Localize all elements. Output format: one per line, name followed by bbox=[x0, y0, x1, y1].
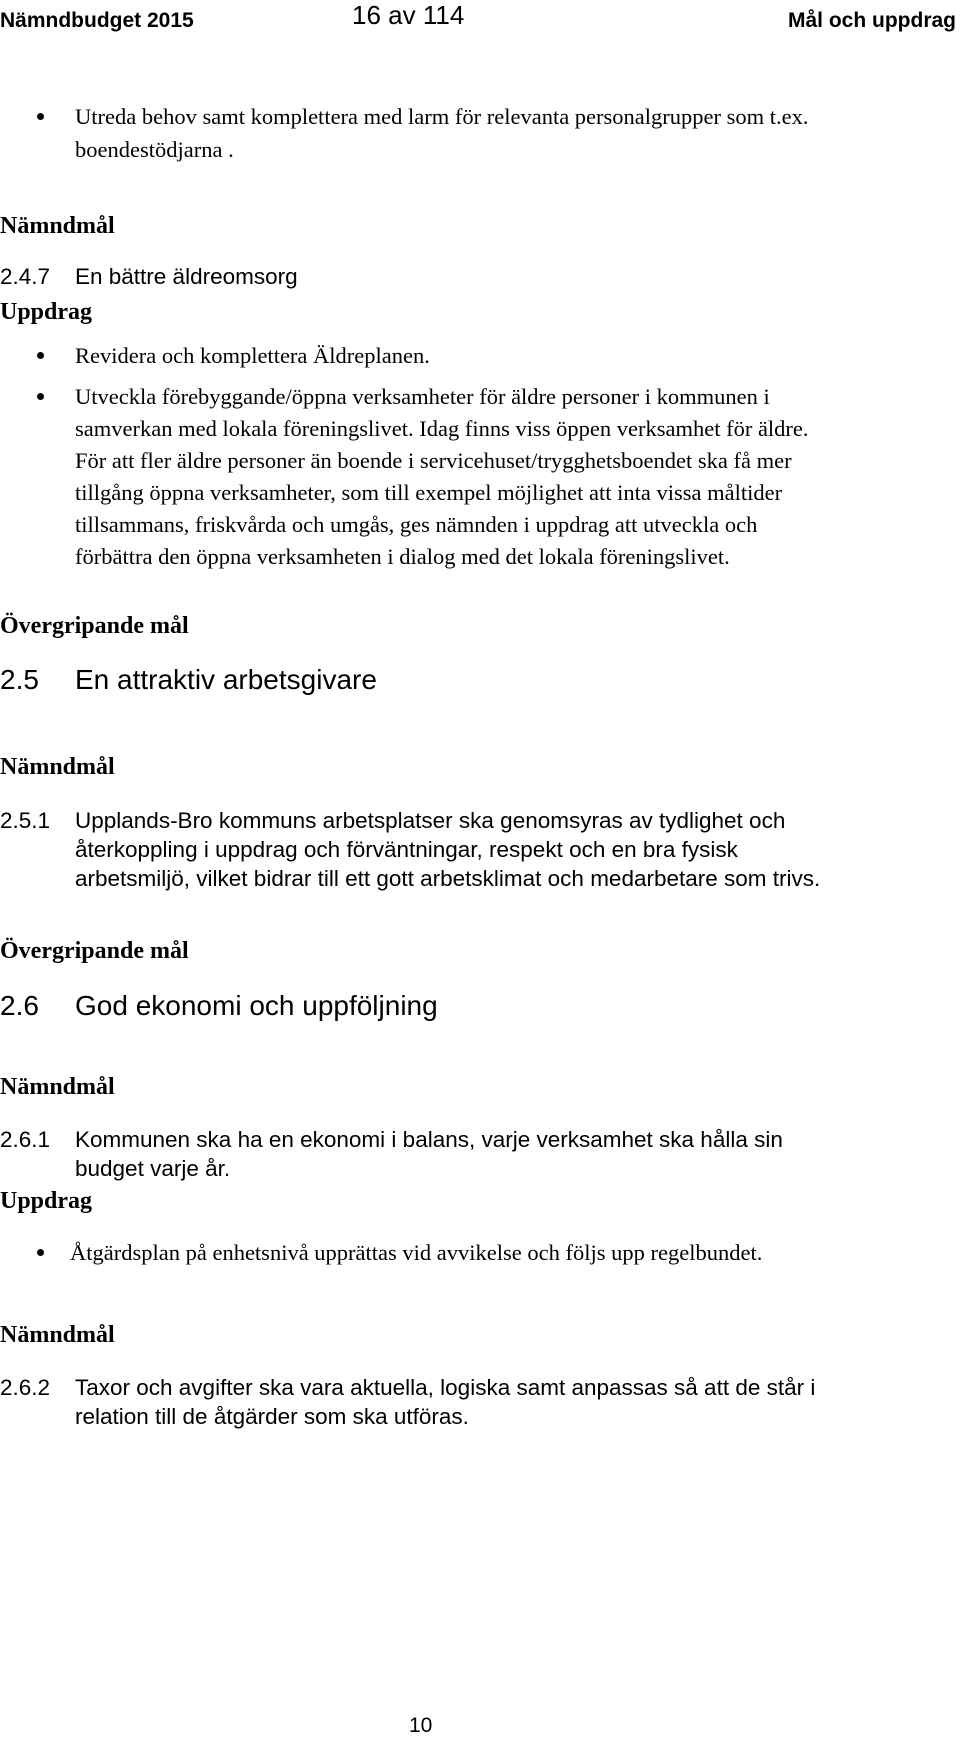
section-number: 2.6 bbox=[0, 990, 39, 1021]
label-namndmal: Nämndmål bbox=[0, 213, 115, 239]
label-namndmal: Nämndmål bbox=[0, 1074, 115, 1100]
goal-number: 2.4.7 bbox=[0, 264, 51, 289]
section-title: God ekonomi och uppföljning bbox=[75, 990, 438, 1021]
goal-text-line: relation till de åtgärder som ska utföras. bbox=[75, 1404, 469, 1429]
label-overgripande-mal: Övergripande mål bbox=[0, 613, 189, 639]
label-overgripande-mal: Övergripande mål bbox=[0, 938, 189, 964]
bullet-icon bbox=[37, 393, 44, 400]
bullet-icon bbox=[37, 1249, 44, 1256]
section-heading-25 bbox=[0, 664, 377, 696]
section-heading-26 bbox=[0, 990, 438, 1022]
section-number: 2.5 bbox=[0, 664, 39, 695]
header-right: Mål och uppdrag bbox=[788, 9, 956, 32]
bullet-icon bbox=[37, 352, 44, 359]
goal-text-line: Kommunen ska ha en ekonomi i balans, varje verksamhet ska hålla sin bbox=[75, 1127, 783, 1152]
goal-text-line: arbetsmiljö, vilket bidrar till ett gott arbetsklimat och medarbetare som trivs. bbox=[75, 866, 821, 891]
label-namndmal: Nämndmål bbox=[0, 754, 115, 780]
label-uppdrag: Uppdrag bbox=[0, 1188, 93, 1214]
bullet-text-line: Revidera och komplettera Äldreplanen. bbox=[75, 343, 430, 368]
bullet-icon bbox=[37, 113, 44, 120]
bullet-text-line: För att fler äldre personer än boende i servicehuset/trygghetsboendet ska få mer bbox=[75, 448, 792, 473]
bullet-text-line: Utreda behov samt komplettera med larm för relevanta personalgrupper som t.ex. bbox=[75, 104, 809, 129]
bullet-text-line: förbättra den öppna verksamheten i dialog med det lokala föreningslivet. bbox=[75, 544, 730, 569]
header-left: Nämndbudget 2015 bbox=[0, 9, 194, 32]
goal-number: 2.6.2 bbox=[0, 1375, 51, 1400]
goal-text-line: Taxor och avgifter ska vara aktuella, logiska samt anpassas så att de står i bbox=[75, 1375, 816, 1400]
page-number: 10 bbox=[409, 1714, 433, 1737]
goal-title: En bättre äldreomsorg bbox=[75, 264, 298, 289]
bullet-text-line: tillgång öppna verksamheter, som till exempel möjlighet att inta vissa måltider bbox=[75, 480, 783, 505]
label-uppdrag: Uppdrag bbox=[0, 299, 93, 325]
section-title: En attraktiv arbetsgivare bbox=[75, 664, 377, 695]
header-page-indicator: 16 av 114 bbox=[352, 0, 465, 30]
bullet-text-line: Utveckla förebyggande/öppna verksamheter för äldre personer i kommunen i bbox=[75, 384, 770, 409]
goal-text-line: återkoppling i uppdrag och förväntningar, respekt och en bra fysisk bbox=[75, 837, 738, 862]
label-namndmal: Nämndmål bbox=[0, 1322, 115, 1348]
bullet-text-line: tillsammans, friskvårda och umgås, ges nämnden i uppdrag att utveckla och bbox=[75, 512, 758, 537]
goal-number: 2.6.1 bbox=[0, 1127, 51, 1152]
bullet-text-line: boendestödjarna . bbox=[75, 137, 234, 162]
goal-text-line: budget varje år. bbox=[75, 1156, 231, 1181]
goal-247 bbox=[0, 262, 298, 291]
goal-number: 2.5.1 bbox=[0, 808, 51, 833]
bullet-text-line: Åtgärdsplan på enhetsnivå upprättas vid avvikelse och följs upp regelbundet. bbox=[70, 1240, 763, 1265]
goal-text-line: Upplands-Bro kommuns arbetsplatser ska genomsyras av tydlighet och bbox=[75, 808, 786, 833]
bullet-text-line: samverkan med lokala föreningslivet. Idag finns viss öppen verksamhet för äldre. bbox=[75, 416, 809, 441]
